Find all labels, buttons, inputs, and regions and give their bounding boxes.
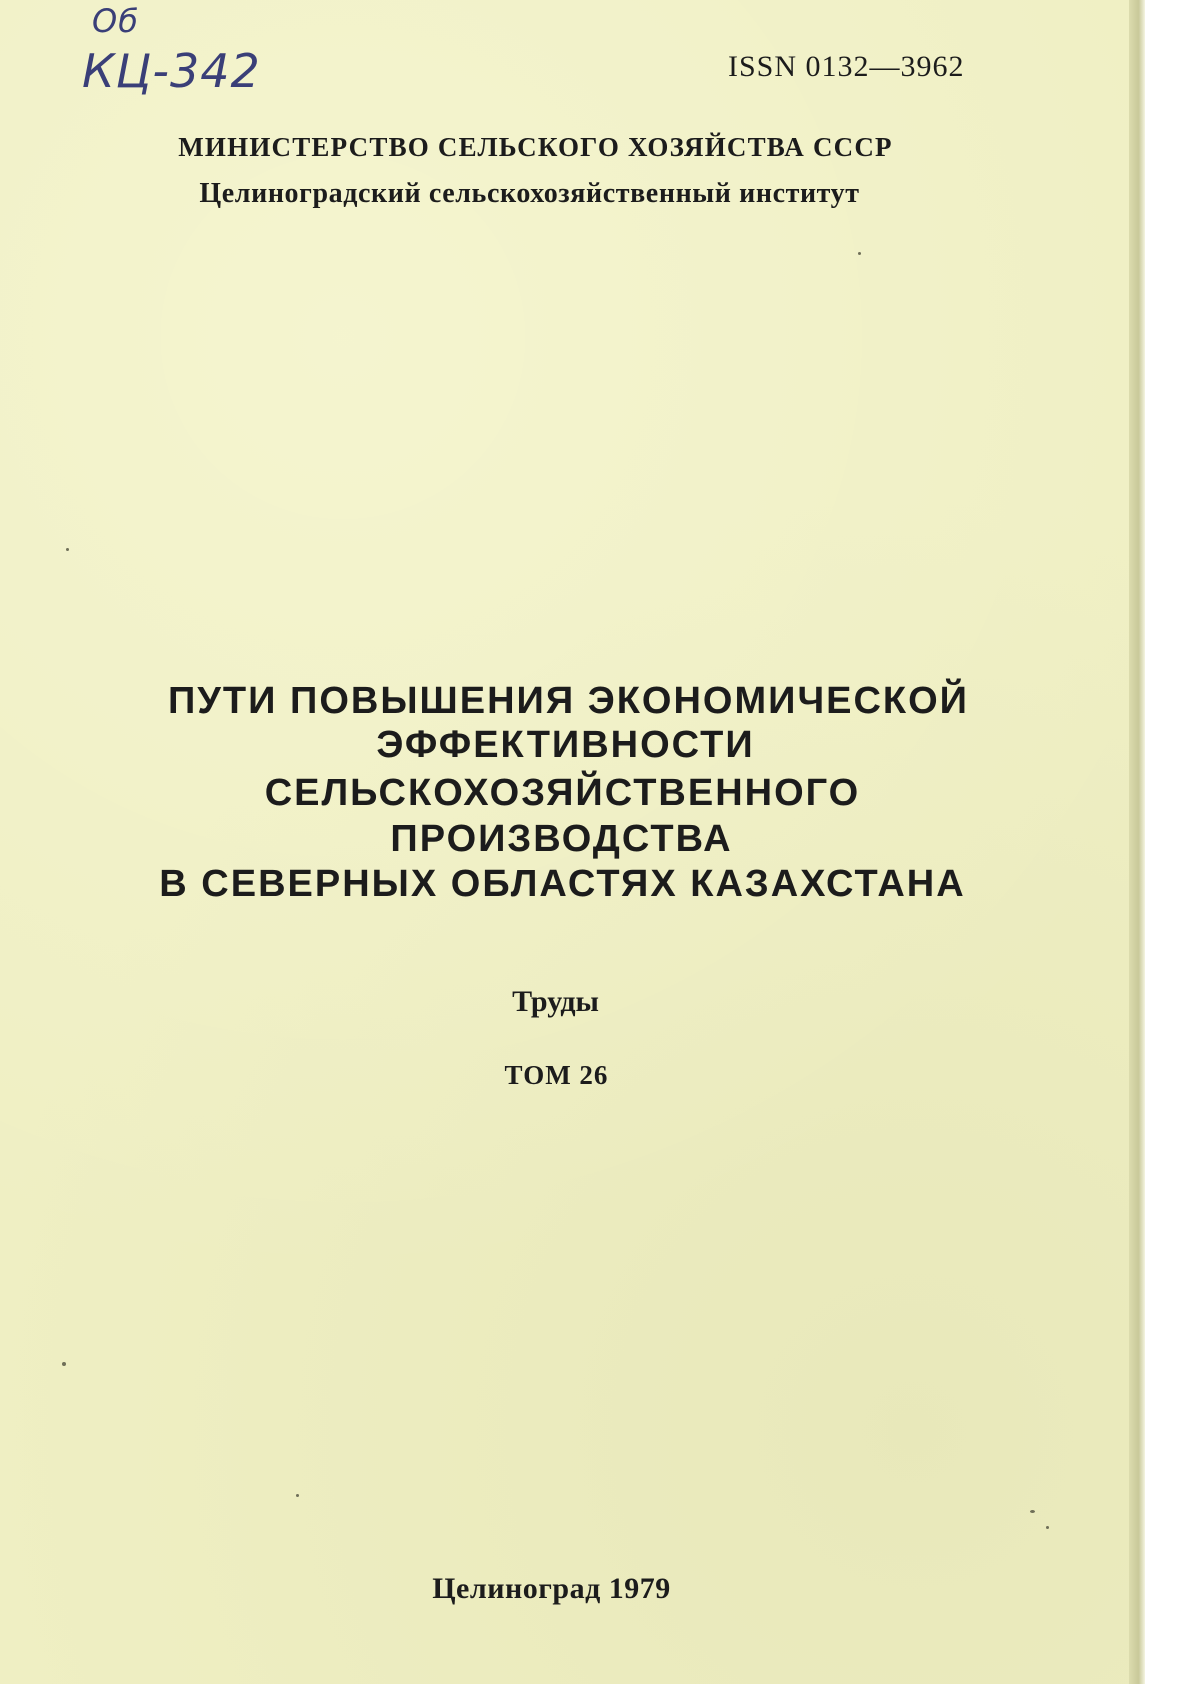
paper-speck xyxy=(66,548,69,551)
handwritten-note-line-1: Об xyxy=(92,2,139,40)
paper-speck xyxy=(296,1494,299,1497)
imprint-place-year: Целиноград 1979 xyxy=(432,1572,671,1605)
paper-speck xyxy=(1046,1526,1049,1529)
title-line-4: ПРОИЗВОДСТВА xyxy=(390,818,733,860)
cover-edge-shadow xyxy=(1129,0,1145,1684)
handwritten-note-line-2: КЦ-342 xyxy=(82,44,261,98)
series-label: Труды xyxy=(512,985,599,1018)
paper-speck xyxy=(62,1362,66,1366)
issn-number: ISSN 0132—3962 xyxy=(728,50,965,83)
title-line-2: ЭФФЕКТИВНОСТИ xyxy=(376,724,755,766)
paper-speck xyxy=(858,252,861,255)
institute-name: Целиноградский сельскохозяйственный институт xyxy=(199,178,860,209)
paper-speck xyxy=(1030,1510,1035,1513)
title-line-3: СЕЛЬСКОХОЗЯЙСТВЕННОГО xyxy=(264,772,861,814)
volume-label: ТОМ 26 xyxy=(504,1060,609,1090)
ministry-name: МИНИСТЕРСТВО СЕЛЬСКОГО ХОЗЯЙСТВА СССР xyxy=(178,132,893,162)
title-line-1: ПУТИ ПОВЫШЕНИЯ ЭКОНОМИЧЕСКОЙ xyxy=(167,680,969,722)
title-line-5: В СЕВЕРНЫХ ОБЛАСТЯХ КАЗАХСТАНА xyxy=(159,863,966,905)
